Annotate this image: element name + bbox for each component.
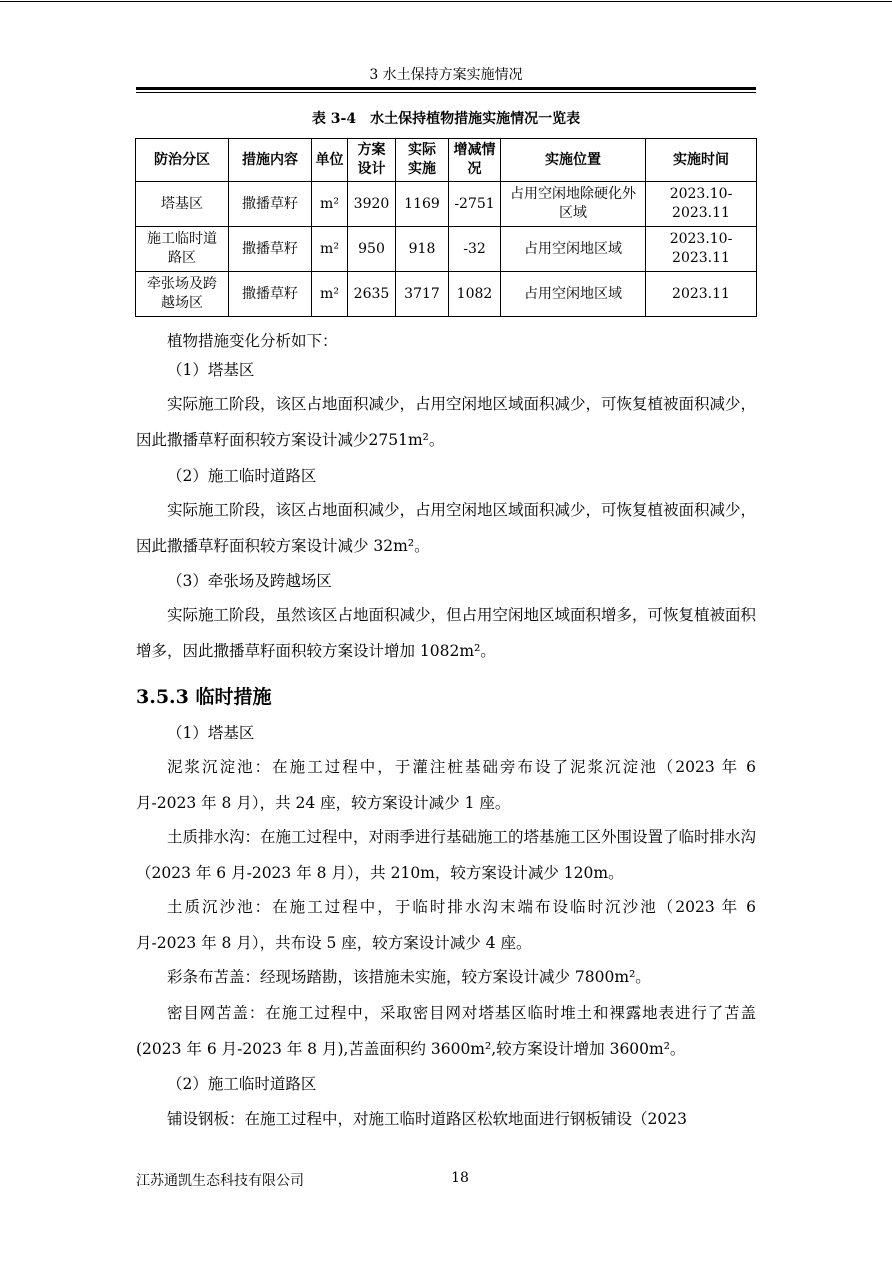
analysis-heading-2: （2）施工临时道路区	[167, 467, 317, 485]
col-header-unit: 单位	[312, 139, 348, 182]
cell-plan: 2635	[348, 272, 396, 317]
cell-plan: 3920	[348, 182, 396, 227]
paragraph-drainage-ditch: 土质排水沟：在施工过程中，对雨季进行基础施工的塔基施工区外围设置了临时排水沟（2023 年 6 月-2023 年 8 月），共 210m，较方案设计减少 120m。	[136, 828, 757, 882]
cell-zone: 施工临时道 路区	[136, 227, 229, 272]
paragraph-tarp-cover: 彩条布苫盖：经现场踏勘，该措施未实施，较方案设计减少 7800m²。	[167, 968, 651, 986]
paragraph-dense-mesh-cover: 密目网苫盖：在施工过程中，采取密目网对塔基区临时堆土和裸露地表进行了苫盖(2023 年 6 月-2023 年 8 月),苫盖面积约 3600m²,较方案设计增加 3600m²。	[136, 1004, 756, 1058]
cell-measure: 撒播草籽	[229, 227, 312, 272]
analysis-paragraph-1: 实际施工阶段，该区占地面积减少，占用空闲地区域面积减少，可恢复植被面积减少，因此撒播草籽面积较方案设计减少2751m²。	[136, 395, 757, 449]
table-caption-title: 水土保持植物措施实施情况一览表	[370, 111, 581, 127]
col-header-zone: 防治分区	[136, 139, 229, 182]
cell-location: 占用空闲地除硬化外 区域	[501, 182, 646, 227]
footer-company: 江苏通凯生态科技有限公司	[136, 1173, 304, 1189]
analysis-intro: 植物措施变化分析如下：	[167, 332, 338, 350]
cell-unit: m²	[312, 272, 348, 317]
header-rule-thick	[136, 87, 756, 90]
cell-zone: 塔基区	[136, 182, 229, 227]
cell-unit: m²	[312, 182, 348, 227]
col-header-plan: 方案 设计	[348, 139, 396, 182]
section-sub-heading-2: （2）施工临时道路区	[167, 1075, 317, 1093]
cell-plan: 950	[348, 227, 396, 272]
cell-measure: 撒播草籽	[229, 272, 312, 317]
page-header: 3 水土保持方案实施情况	[369, 67, 523, 83]
table-row	[136, 227, 757, 272]
cell-measure: 撒播草籽	[229, 182, 312, 227]
table-caption-number: 表 3-4	[311, 111, 357, 127]
cell-location: 占用空闲地区域	[501, 272, 646, 317]
paragraph-steel-plate: 铺设钢板：在施工过程中，对施工临时道路区松软地面进行钢板铺设（2023	[167, 1110, 687, 1128]
col-header-location: 实施位置	[501, 139, 646, 182]
section-sub-heading-1: （1）塔基区	[167, 724, 255, 742]
col-header-measure: 措施内容	[229, 139, 312, 182]
page-number: 18	[451, 1170, 469, 1186]
cell-change: -2751	[449, 182, 501, 227]
table-row	[136, 272, 757, 317]
vegetation-measures-table	[135, 138, 757, 317]
cell-actual: 1169	[396, 182, 449, 227]
top-border-line	[0, 1, 892, 2]
analysis-heading-1: （1）塔基区	[167, 361, 255, 379]
col-header-time: 实施时间	[646, 139, 757, 182]
cell-time: 2023.11	[646, 272, 757, 317]
cell-location: 占用空闲地区域	[501, 227, 646, 272]
cell-unit: m²	[312, 227, 348, 272]
table-header-row	[136, 139, 757, 182]
section-title: 3.5.3 临时措施	[136, 686, 272, 708]
col-header-actual: 实际 实施	[396, 139, 449, 182]
analysis-paragraph-2: 实际施工阶段，该区占地面积减少，占用空闲地区域面积减少，可恢复植被面积减少，因此撒播草籽面积较方案设计减少 32m²。	[136, 501, 757, 555]
paragraph-mud-settling-pond: 泥浆沉淀池：在施工过程中，于灌注桩基础旁布设了泥浆沉淀池（2023 年 6 月-2023 年 8 月），共 24 座，较方案设计减少 1 座。	[136, 758, 756, 812]
table-row	[136, 182, 757, 227]
analysis-paragraph-3: 实际施工阶段，虽然该区占地面积减少，但占用空闲地区域面积增多，可恢复植被面积增多，因此撒播草籽面积较方案设计增加 1082m²。	[136, 606, 757, 660]
cell-actual: 3717	[396, 272, 449, 317]
cell-time: 2023.10-2023.11	[646, 227, 757, 272]
cell-change: -32	[449, 227, 501, 272]
col-header-change: 增减情 况	[449, 139, 501, 182]
cell-actual: 918	[396, 227, 449, 272]
header-rule-thin	[136, 92, 756, 93]
analysis-heading-3: （3）牵张场及跨越场区	[167, 572, 332, 590]
paragraph-sand-settling-pond: 土质沉沙池：在施工过程中，于临时排水沟末端布设临时沉沙池（2023 年 6 月-2023 年 8 月），共布设 5 座，较方案设计减少 4 座。	[136, 898, 756, 952]
cell-change: 1082	[449, 272, 501, 317]
table-caption	[136, 108, 756, 128]
cell-time: 2023.10-2023.11	[646, 182, 757, 227]
cell-zone: 牵张场及跨 越场区	[136, 272, 229, 317]
